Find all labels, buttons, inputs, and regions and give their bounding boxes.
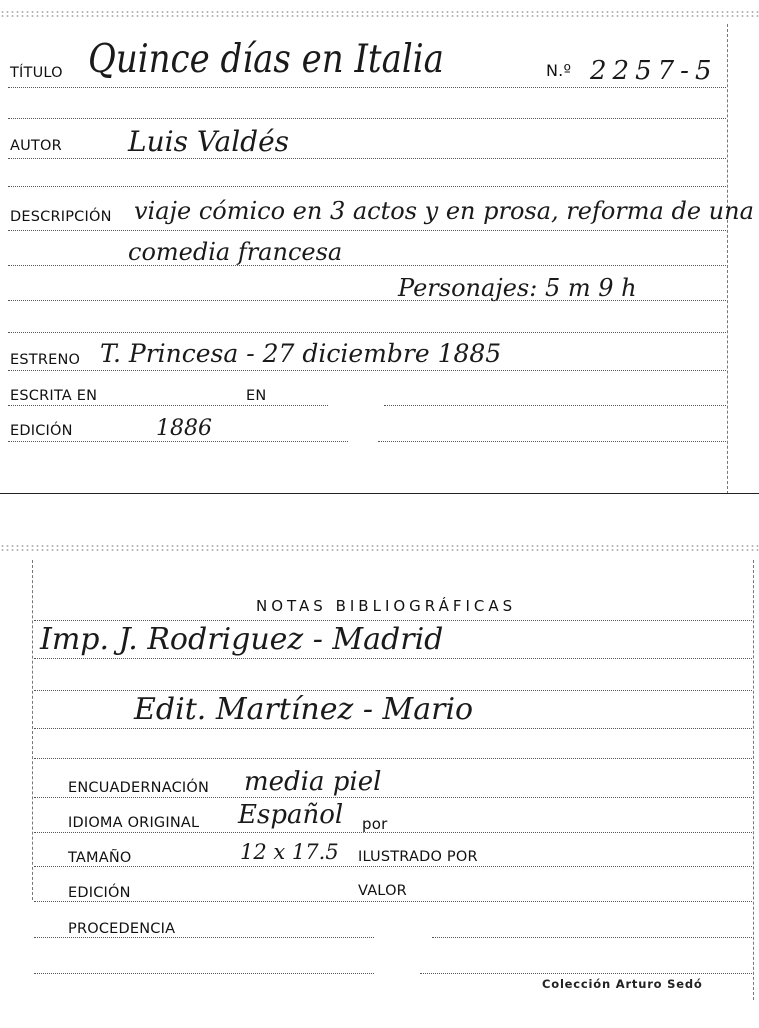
blank-line	[420, 973, 752, 974]
ilustrado-por-label: ILUSTRADO POR	[358, 849, 478, 865]
estreno-label: ESTRENO	[10, 352, 81, 368]
blank-line	[8, 186, 726, 187]
valor-label: VALOR	[358, 883, 407, 899]
notas-heading: NOTAS BIBLIOGRÁFICAS	[256, 597, 517, 615]
escrita-en-en-label: EN	[246, 388, 267, 404]
procedencia-label: PROCEDENCIA	[68, 921, 176, 937]
idioma-original-label: IDIOMA ORIGINAL	[68, 815, 200, 831]
card-top-edge	[0, 10, 759, 18]
card-right-edge	[727, 24, 728, 494]
edicion-label: EDICIÓN	[68, 885, 131, 901]
tamano-label: TAMAÑO	[68, 850, 132, 866]
por-label: por	[362, 815, 388, 833]
blank-line	[8, 118, 726, 119]
idioma-original-line	[34, 832, 752, 833]
estreno-line	[8, 370, 726, 371]
collection-credit: Colección Arturo Sedó	[542, 977, 703, 991]
autor-label: AUTOR	[10, 138, 62, 154]
autor-value: Luis Valdés	[128, 125, 290, 158]
titulo-value: Quince días en Italia	[88, 36, 444, 83]
blank-line	[34, 973, 374, 974]
descripcion-line	[8, 300, 726, 301]
descripcion-line-1: viaje cómico en 3 actos y en prosa, reforma de una	[134, 197, 754, 225]
escrita-en-line-right	[384, 405, 726, 406]
numero-value: 2257-5	[590, 56, 718, 86]
notes-line	[34, 620, 752, 621]
autor-line	[8, 158, 726, 159]
edicion-line-right	[378, 441, 726, 442]
notes-line	[34, 758, 752, 759]
tamano-line	[34, 866, 752, 867]
notes-handwriting-2: Edit. Martínez - Mario	[134, 692, 474, 727]
numero-label: N.º	[546, 61, 572, 80]
edicion-line	[34, 901, 752, 902]
notes-line	[34, 690, 752, 691]
descripcion-line	[8, 265, 726, 266]
encuadernacion-line	[34, 797, 752, 798]
descripcion-line-2: comedia francesa	[128, 238, 343, 266]
encuadernacion-label: ENCUADERNACIÓN	[68, 780, 210, 796]
notes-line	[34, 658, 752, 659]
procedencia-line-right	[432, 937, 752, 938]
blank-line	[8, 332, 726, 333]
descripcion-personajes: Personajes: 5 m 9 h	[398, 274, 637, 302]
escrita-en-line	[8, 405, 328, 406]
edicion-label: EDICIÓN	[10, 423, 73, 439]
encuadernacion-value: media piel	[244, 767, 382, 797]
titulo-label: TÍTULO	[10, 65, 63, 81]
escrita-en-label: ESCRITA EN	[10, 388, 98, 404]
edicion-line	[8, 441, 348, 442]
notes-line	[34, 728, 752, 729]
idioma-original-value: Español	[238, 800, 344, 830]
descripcion-label: DESCRIPCIÓN	[10, 209, 112, 225]
tamano-value: 12 x 17.5	[240, 840, 339, 864]
card-bottom-edge	[0, 493, 759, 494]
notes-handwriting-1: Imp. J. Rodriguez - Madrid	[40, 622, 444, 657]
card-left-edge	[32, 560, 33, 900]
card-right-edge	[753, 560, 754, 1000]
descripcion-line	[8, 230, 726, 231]
procedencia-line	[34, 937, 374, 938]
titulo-line	[8, 87, 726, 88]
estreno-value: T. Princesa - 27 diciembre 1885	[100, 339, 502, 368]
catalog-card-front	[0, 0, 759, 495]
card-top-edge	[0, 544, 759, 552]
catalog-card-back	[0, 540, 759, 1028]
edicion-value: 1886	[156, 416, 212, 441]
